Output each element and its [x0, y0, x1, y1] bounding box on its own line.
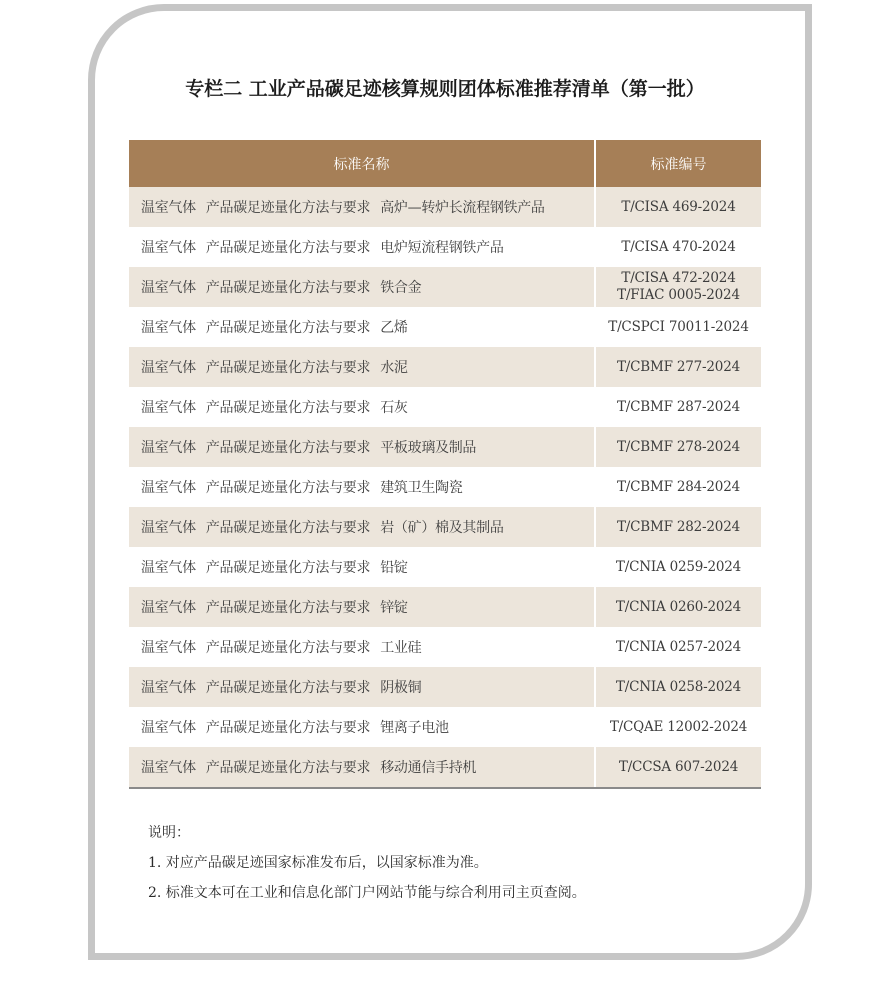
- standard-prefix: 温室气体: [141, 200, 196, 216]
- standard-method: 产品碳足迹量化方法与要求: [205, 400, 371, 416]
- standard-prefix: 温室气体: [141, 320, 196, 336]
- standard-name-cell: [129, 187, 595, 227]
- standard-name-cell: [129, 227, 595, 267]
- standard-product: 高炉—转炉长流程钢铁产品: [380, 200, 545, 216]
- table-row: [129, 187, 761, 227]
- table-row: [129, 627, 761, 667]
- standard-number-cell: [595, 627, 761, 667]
- standard-method: 产品碳足迹量化方法与要求: [205, 200, 371, 216]
- standard-product: 工业硅: [380, 640, 422, 656]
- standard-method: 产品碳足迹量化方法与要求: [205, 320, 371, 336]
- standard-number-cell: [595, 467, 761, 507]
- standard-name-cell: [129, 747, 595, 788]
- table-row: [129, 307, 761, 347]
- standard-number: T/CQAE 12002-2024: [609, 718, 748, 735]
- standard-number: T/CCSA 607-2024: [618, 758, 739, 775]
- standard-product: 乙烯: [380, 320, 408, 336]
- standard-name-cell: [129, 467, 595, 507]
- standard-number: T/CNIA 0260-2024: [615, 598, 742, 615]
- table-row: [129, 267, 761, 307]
- standard-name-cell: [129, 347, 595, 387]
- table-row: [129, 347, 761, 387]
- standard-number: T/FIAC 0005-2024: [617, 287, 740, 303]
- standard-method: 产品碳足迹量化方法与要求: [205, 360, 371, 376]
- standard-method: 产品碳足迹量化方法与要求: [205, 280, 371, 296]
- standard-prefix: 温室气体: [141, 440, 196, 456]
- standard-number: T/CNIA 0259-2024: [615, 558, 742, 575]
- standard-prefix: 温室气体: [141, 600, 196, 616]
- header-standard-number: 标准编号: [595, 140, 761, 187]
- standard-prefix: 温室气体: [141, 760, 196, 776]
- standard-method: 产品碳足迹量化方法与要求: [205, 720, 371, 736]
- standard-method: 产品碳足迹量化方法与要求: [205, 520, 371, 536]
- standard-prefix: 温室气体: [141, 560, 196, 576]
- note-item: 2. 标准文本可在工业和信息化部门户网站节能与综合利用司主页查阅。: [148, 885, 586, 901]
- standard-number-cell: [595, 187, 761, 227]
- standard-product: 移动通信手持机: [380, 760, 477, 776]
- standard-prefix: 温室气体: [141, 360, 196, 376]
- notes-heading: 说明：: [148, 825, 190, 841]
- standard-product: 水泥: [380, 360, 408, 376]
- standard-name-cell: [129, 427, 595, 467]
- standard-number-cell: [595, 227, 761, 267]
- standard-name-cell: [129, 707, 595, 747]
- standard-number-cell: [595, 307, 761, 347]
- standards-table: [129, 140, 761, 789]
- standard-number: T/CISA 472-2024: [621, 270, 736, 286]
- table-body: [129, 187, 761, 788]
- standard-number-cell: [595, 507, 761, 547]
- standard-product: 电炉短流程钢铁产品: [380, 240, 504, 256]
- standard-name-cell: [129, 507, 595, 547]
- standard-prefix: 温室气体: [141, 280, 196, 296]
- table-row: [129, 227, 761, 267]
- standard-product: 平板玻璃及制品: [380, 440, 477, 456]
- table-row: [129, 507, 761, 547]
- standard-number: T/CBMF 282-2024: [617, 518, 740, 535]
- standard-method: 产品碳足迹量化方法与要求: [205, 640, 371, 656]
- standard-number-cell: [595, 347, 761, 387]
- notes-section: [148, 822, 586, 912]
- standard-product: 锌锭: [380, 600, 408, 616]
- standard-method: 产品碳足迹量化方法与要求: [205, 480, 371, 496]
- standard-prefix: 温室气体: [141, 640, 196, 656]
- standard-product: 建筑卫生陶瓷: [380, 480, 463, 496]
- table-row: [129, 667, 761, 707]
- standard-name-cell: [129, 547, 595, 587]
- standard-name-cell: [129, 267, 595, 307]
- standard-prefix: 温室气体: [141, 480, 196, 496]
- table-row: [129, 427, 761, 467]
- standard-number-cell: [595, 667, 761, 707]
- table-row: [129, 387, 761, 427]
- standard-name-cell: [129, 587, 595, 627]
- standard-product: 石灰: [380, 400, 408, 416]
- standard-name-cell: [129, 667, 595, 707]
- table-row: [129, 747, 761, 788]
- table-row: [129, 707, 761, 747]
- standard-name-cell: [129, 627, 595, 667]
- standard-prefix: 温室气体: [141, 240, 196, 256]
- standard-number: T/CBMF 278-2024: [617, 438, 740, 455]
- standard-number-cell: [595, 747, 761, 788]
- standard-number-cell: [595, 427, 761, 467]
- standard-prefix: 温室气体: [141, 680, 196, 696]
- standard-product: 锂离子电池: [380, 720, 449, 736]
- standard-number-cell: [595, 707, 761, 747]
- note-item: 1. 对应产品碳足迹国家标准发布后，以国家标准为准。: [148, 855, 488, 871]
- standard-number: T/CNIA 0257-2024: [615, 638, 742, 655]
- standard-number: T/CSPCI 70011-2024: [608, 318, 749, 335]
- standard-number: T/CBMF 284-2024: [617, 478, 740, 495]
- standard-product: 铅锭: [380, 560, 408, 576]
- standard-method: 产品碳足迹量化方法与要求: [205, 760, 371, 776]
- table-header-row: [129, 140, 761, 187]
- standard-product: 阴极铜: [380, 680, 422, 696]
- standard-number: T/CNIA 0258-2024: [615, 678, 742, 695]
- standard-method: 产品碳足迹量化方法与要求: [205, 240, 371, 256]
- table-row: [129, 467, 761, 507]
- standard-method: 产品碳足迹量化方法与要求: [205, 600, 371, 616]
- standard-number-cell: [595, 387, 761, 427]
- header-standard-name: 标准名称: [129, 140, 595, 187]
- standard-number: T/CISA 469-2024: [621, 198, 736, 215]
- standard-method: 产品碳足迹量化方法与要求: [205, 440, 371, 456]
- standard-number-cell: [595, 547, 761, 587]
- table-row: [129, 547, 761, 587]
- standard-product: 岩（矿）棉及其制品: [380, 520, 504, 536]
- standard-prefix: 温室气体: [141, 520, 196, 536]
- standard-name-cell: [129, 307, 595, 347]
- standard-method: 产品碳足迹量化方法与要求: [205, 560, 371, 576]
- table-row: [129, 587, 761, 627]
- standard-number: T/CBMF 287-2024: [617, 398, 740, 415]
- standard-number: T/CBMF 277-2024: [617, 358, 740, 375]
- standard-prefix: 温室气体: [141, 720, 196, 736]
- standard-prefix: 温室气体: [141, 400, 196, 416]
- standard-number-cell: [595, 587, 761, 627]
- standard-product: 铁合金: [380, 280, 422, 296]
- standard-number-cell: [595, 267, 761, 307]
- page-title: 专栏二 工业产品碳足迹核算规则团体标准推荐清单（第一批）: [185, 78, 705, 100]
- standard-name-cell: [129, 387, 595, 427]
- standard-method: 产品碳足迹量化方法与要求: [205, 680, 371, 696]
- standard-number: T/CISA 470-2024: [621, 238, 736, 255]
